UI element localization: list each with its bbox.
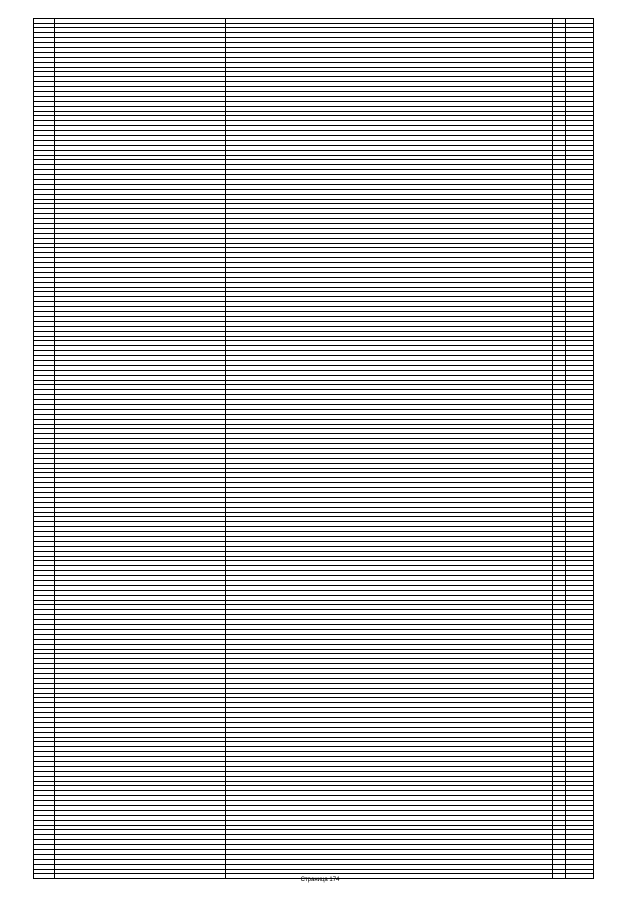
- table-body: [34, 23, 594, 879]
- page-number-footer: Страница 174: [300, 877, 340, 883]
- housing-repair-register-table: [33, 18, 594, 879]
